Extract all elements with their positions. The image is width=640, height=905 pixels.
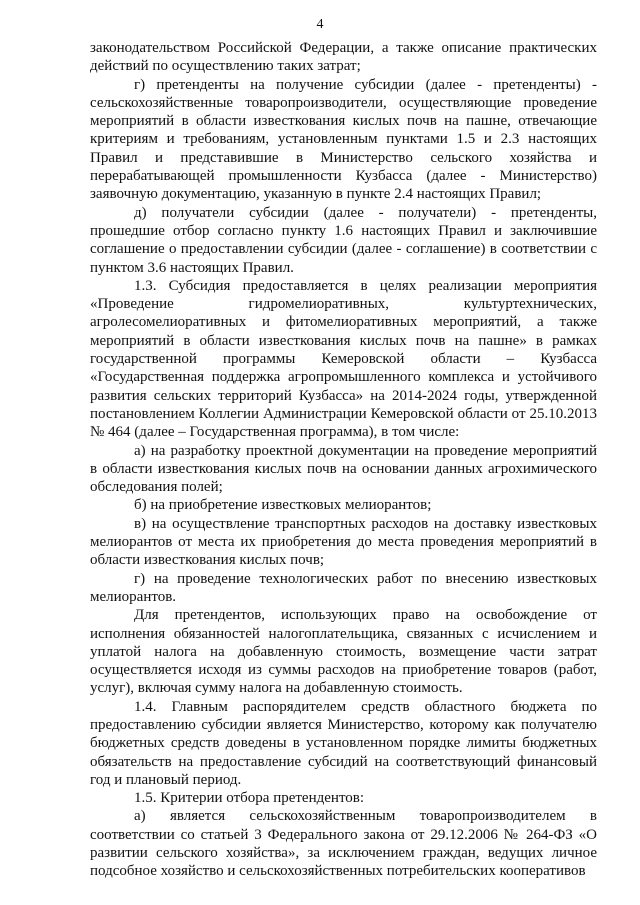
paragraph-vat-note: Для претендентов, использующих право на освобождение от исполнения обязанностей налогоплательщика, связанных с исчислением и уплатой налога на добавленную стоимость, возмещение части затрат осуществляется исходя из суммы расходов на приобретение товаров (работ, услуг), включая сумму налога на добавленную стоимость. [90,607,597,697]
paragraph-1-3-g: г) на проведение технологических работ по внесению известковых мелиорантов. [90,570,597,605]
paragraph-1-3-v: в) на осуществление транспортных расходов на доставку известковых мелиорантов от места их приобретения до места проведения мероприятий в области известкования кислых почв; [90,515,597,569]
paragraph-1-3: 1.3. Субсидия предоставляется в целях реализации мероприятия «Проведение гидромелиоративных, культуртехнических, агролесомелиоративных и фитомелиоративных мероприятий, а также мероприятий в области известкования кислых почв на пашне» в рамках государственной программы Кемеровской области – Кузбасса «Государственная поддержка агропромышленного комплекса и устойчивого развития сельских территорий Кузбасса» на 2014-2024 годы, утвержденной постановлением Коллегии Администрации Кемеровской области от 25.10.2013 № 464 (далее – Государственная программа), в том числе: [90,277,597,441]
paragraph-continuation: законодательством Российской Федерации, а также описание практических действий по осуществлению таких затрат; [90,40,597,75]
paragraph-1-3-a: а) на разработку проектной документации на проведение мероприятий в области известкования кислых почв на основании данных агрохимического обследования полей; [90,442,597,496]
paragraph-1-3-b: б) на приобретение известковых мелиорантов; [134,497,432,514]
paragraph-1-5-a: а) является сельскохозяйственным товаропроизводителем в соответствии со статьей 3 Федерального закона от 29.12.2006 № 264-ФЗ «О развитии сельского хозяйства», за исключением граждан, ведущих личное подсобное хозяйство и сельскохозяйственных потребительских кооперативов [90,808,597,880]
document-body [90,39,597,881]
paragraph-1-4: 1.4. Главным распорядителем средств областного бюджета по предоставлению субсидии является Министерство, которому как получателю бюджетных средств доведены в установленном порядке лимиты бюджетных обязательств на предоставление субсидий на соответствующий финансовый год и плановый период. [90,698,597,788]
paragraph-definition-applicants: г) претенденты на получение субсидии (далее - претенденты) - сельскохозяйственные товаропроизводители, осуществляющие проведение мероприятий в области известкования кислых почв на пашне, отвечающие критериям и требованиям, установленным пунктами 1.5 и 2.3 настоящих Правил и представившие в Министерство сельского хозяйства и перерабатывающей промышленности Кузбасса (далее - Министерство) заявочную документацию, указанную в пункте 2.4 настоящих Правил; [90,76,597,203]
paragraph-1-5: 1.5. Критерии отбора претендентов: [134,790,365,807]
page-number: 4 [316,17,324,32]
paragraph-definition-recipients: д) получатели субсидии (далее - получатели) - претенденты, прошедшие отбор согласно пункту 1.6 настоящих Правил и заключившие соглашение о предоставлении субсидии (далее - соглашение) в соответствии с пунктом 3.6 настоящих Правил. [90,204,597,276]
